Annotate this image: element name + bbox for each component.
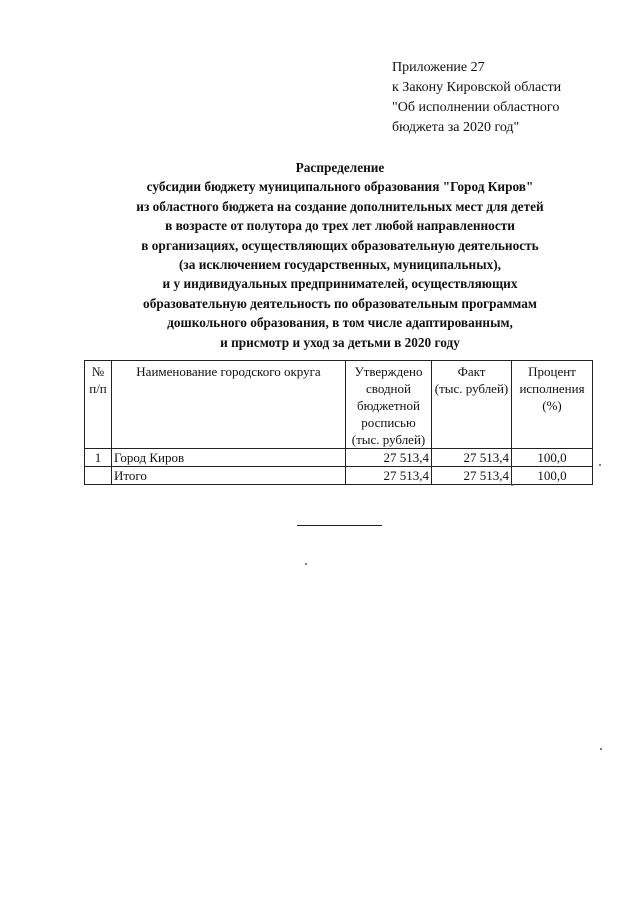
appendix-line-2: к Закону Кировской области: [392, 80, 562, 95]
table-row: [85, 449, 593, 467]
row-percent: 100,0: [512, 449, 593, 467]
header-percent-line-1: Процент: [528, 364, 576, 379]
header-fact: [432, 361, 512, 449]
total-percent: 100,0: [512, 467, 593, 485]
row-approved: 27 513,4: [346, 449, 432, 467]
total-number: [85, 467, 112, 485]
document-title: [90, 158, 590, 352]
header-approved-line-5: (тыс. рублей): [351, 432, 426, 447]
header-approved-line-2: сводной: [366, 381, 411, 396]
header-approved-line-1: Утверждено: [354, 364, 423, 379]
header-number-line-1: №: [91, 364, 105, 379]
appendix-line-1: Приложение 27: [392, 60, 485, 75]
row-number: 1: [85, 449, 112, 467]
title-line-4: в возрасте от полутора до трех лет любой направленности: [165, 218, 515, 234]
title-line-6: (за исключением государственных, муниципальных),: [179, 257, 501, 273]
title-line-9: дошкольного образования, в том числе адаптированным,: [167, 315, 513, 331]
header-percent: [512, 361, 593, 449]
title-line-5: в организациях, осуществляющих образовательную деятельность: [141, 237, 539, 253]
title-line-3: из областного бюджета на создание дополнительных мест для детей: [136, 198, 544, 214]
scan-speck: [600, 748, 602, 750]
table-header-row: [85, 361, 593, 449]
closing-rule: [297, 525, 382, 526]
scan-speck: [305, 563, 307, 565]
total-row: [85, 467, 593, 485]
header-fact-line-2: (тыс. рублей): [434, 381, 509, 396]
total-fact: 27 513,4: [432, 467, 512, 485]
header-name: Наименование городского округа: [112, 361, 346, 449]
title-line-7: и у индивидуальных предпринимателей, осуществляющих: [162, 276, 518, 292]
header-percent-line-3: (%): [542, 398, 562, 413]
title-line-2: субсидии бюджету муниципального образования "Город Киров": [146, 179, 534, 195]
appendix-block: [392, 58, 561, 138]
distribution-table: [84, 360, 593, 485]
header-percent-line-2: исполнения: [519, 381, 585, 396]
header-approved: [346, 361, 432, 449]
appendix-line-4: бюджета за 2020 год": [392, 120, 520, 135]
header-fact-line-1: Факт: [457, 364, 486, 379]
header-approved-line-4: росписью: [361, 415, 416, 430]
title-line-1: Распределение: [295, 160, 385, 175]
scan-speck: [599, 464, 601, 466]
appendix-line-3: "Об исполнении областного: [392, 100, 560, 115]
header-number: [85, 361, 112, 449]
total-approved: 27 513,4: [346, 467, 432, 485]
row-fact: 27 513,4: [432, 449, 512, 467]
row-name: Город Киров: [112, 449, 346, 467]
header-number-line-2: п/п: [89, 381, 107, 396]
title-line-8: образовательную деятельность по образовательным программам: [143, 295, 537, 311]
total-name: Итого: [112, 467, 346, 485]
header-approved-line-3: бюджетной: [357, 398, 420, 413]
scan-speck: [511, 484, 513, 486]
title-line-10: и присмотр и уход за детьми в 2020 году: [220, 334, 460, 350]
